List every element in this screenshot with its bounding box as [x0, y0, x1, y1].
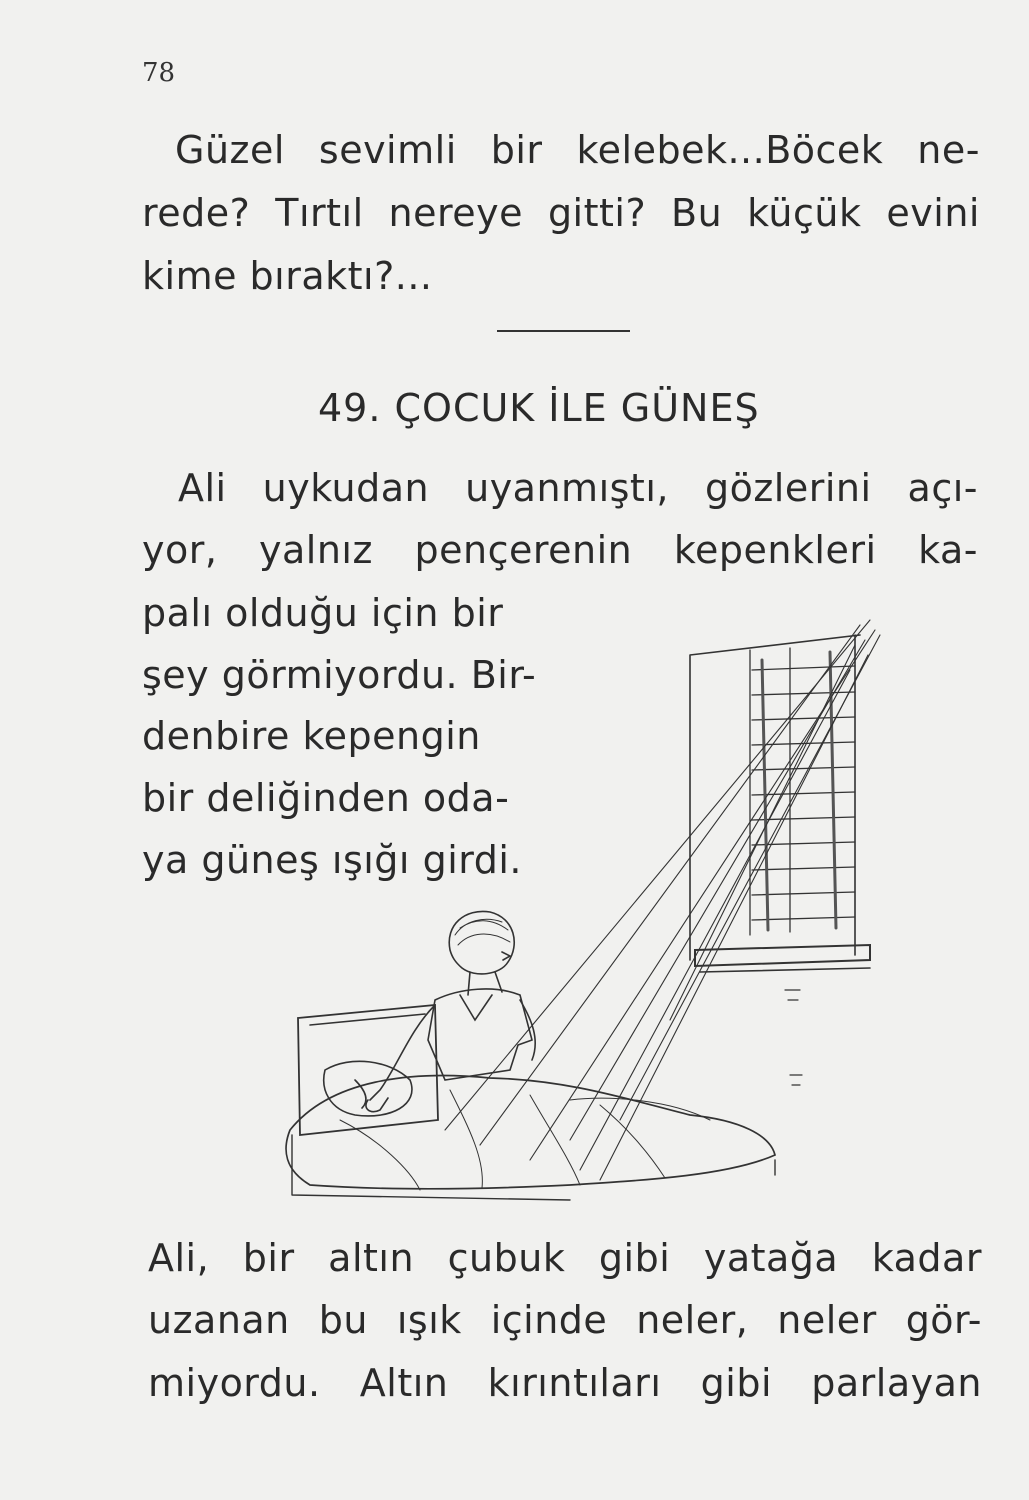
boy-figure — [366, 911, 535, 1111]
story-line-3: palı olduğu için bir — [142, 591, 504, 635]
closing-line-1: Ali, bir altın çubuk gibi yatağa kadar — [148, 1236, 982, 1280]
story-line-1: Ali uykudan uyanmıştı, gözlerini açı- — [178, 466, 978, 510]
section-divider — [497, 330, 630, 332]
sunbeam — [445, 620, 880, 1180]
blanket — [286, 1076, 775, 1189]
story-line-6: bir deliğinden oda- — [142, 776, 510, 820]
story-line-2: yor, yalnız pençerenin kepenkleri ka- — [142, 528, 978, 572]
page-number: 78 — [142, 58, 176, 88]
story-line-5: denbire kepengin — [142, 714, 481, 758]
story-line-7: ya güneş ışığı girdi. — [142, 838, 522, 882]
closing-line-3: miyordu. Altın kırıntıları gibi parlayan — [148, 1361, 982, 1405]
chapter-heading: 49. ÇOCUK İLE GÜNEŞ — [318, 386, 760, 430]
window-sill — [695, 945, 870, 966]
bed-frame — [292, 1135, 775, 1200]
intro-line-1: Güzel sevimli bir kelebek...Böcek ne- — [175, 128, 980, 172]
pillow — [324, 1061, 412, 1116]
boy-in-bed-illustration — [270, 600, 890, 1205]
closing-line-2: uzanan bu ışık içinde neler, neler gör- — [148, 1298, 982, 1342]
story-line-4: şey görmiyordu. Bir- — [142, 653, 537, 697]
intro-line-2: rede? Tırtıl nereye gitti? Bu küçük evini — [142, 191, 980, 235]
intro-line-3: kime bıraktı?... — [142, 254, 433, 298]
